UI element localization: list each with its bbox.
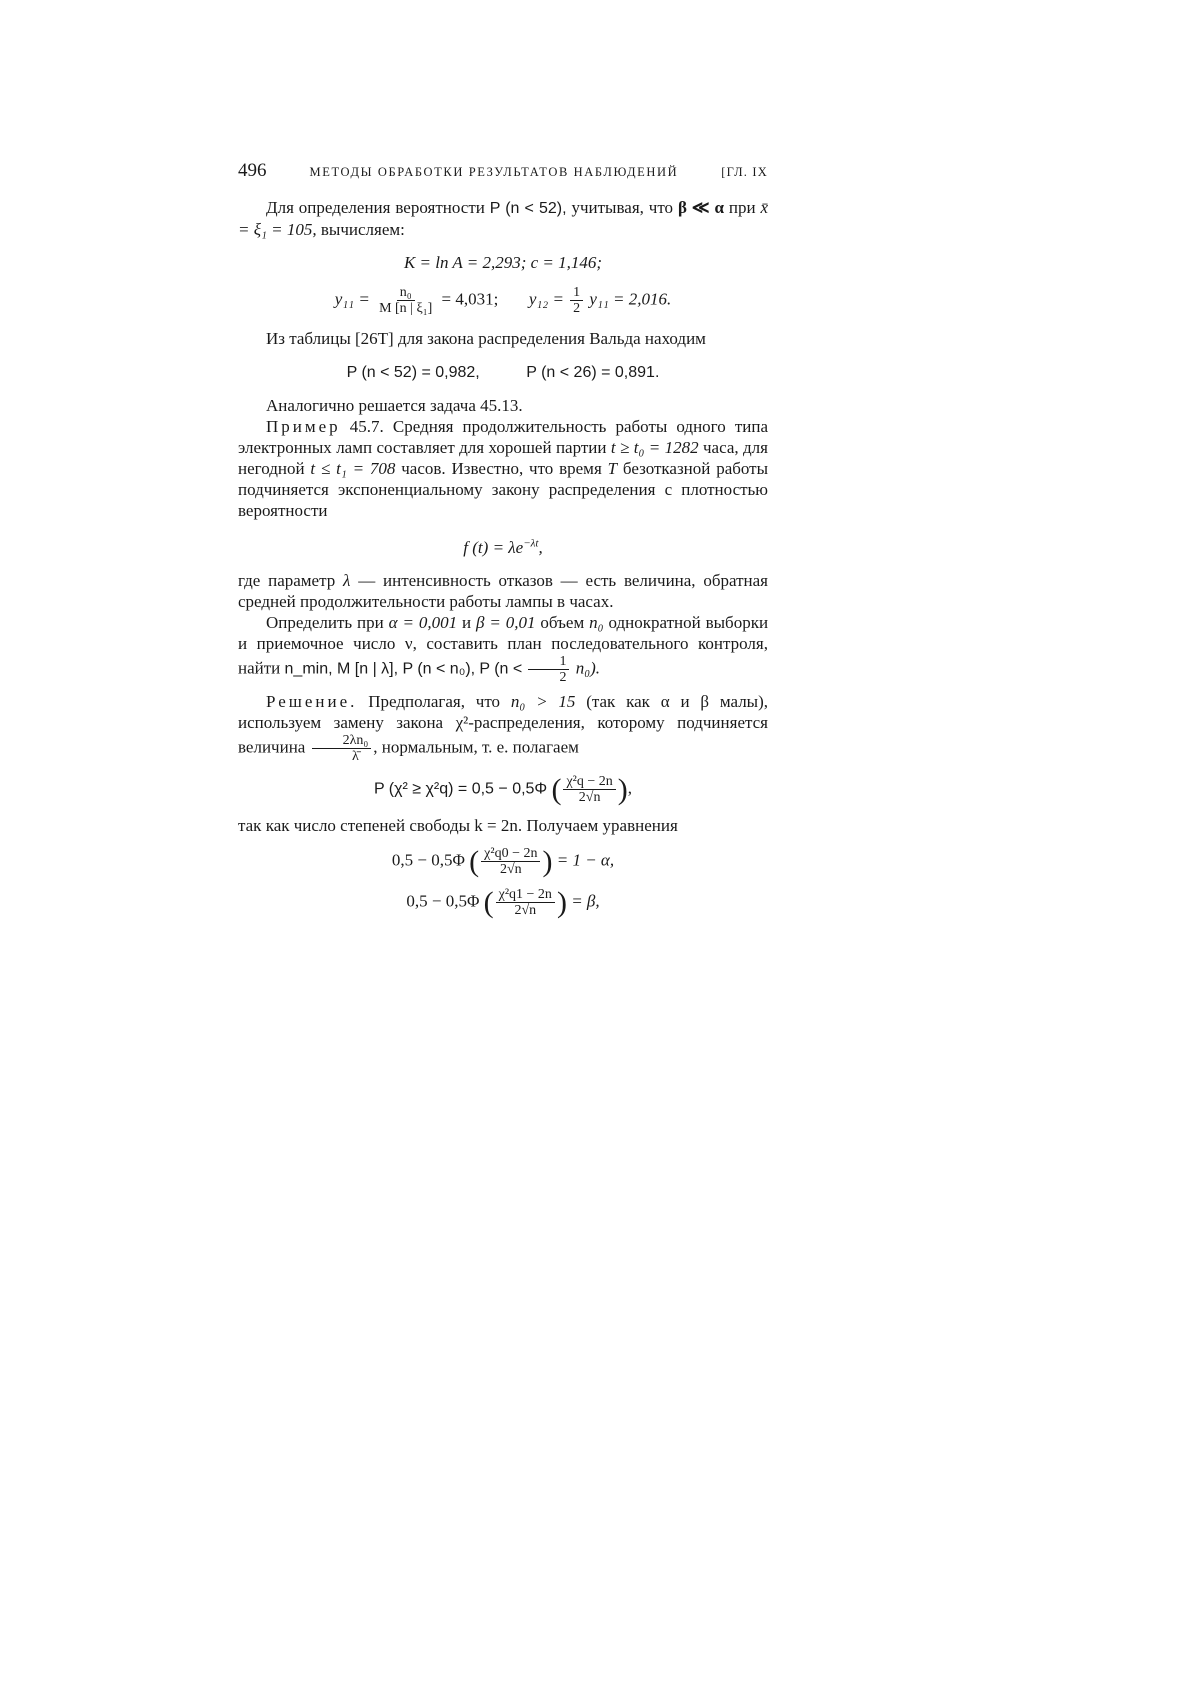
formula-inline: x̄ = ξ₁ = 105, <box>238 198 769 239</box>
fraction-numerator: 1 <box>528 654 569 670</box>
equation-text: P (χ² ≥ χ²q) = 0,5 − 0,5Φ <box>373 780 548 798</box>
formula-inline: λ <box>343 570 351 590</box>
text-span: однократной выборки и приемочное число ν, составить план последовательного контроля, найти <box>238 612 769 678</box>
text-span: где параметр <box>238 570 336 590</box>
paragraph-2: Из таблицы [26Т] для закона распределения Вальда находим <box>266 329 706 348</box>
text-span: , нормальным, т. е. полагаем <box>373 737 579 757</box>
fraction-numerator: χ²q1 − 2n <box>496 887 555 903</box>
fraction-denominator: λ̄ <box>352 748 359 764</box>
text-span: Средняя продолжительность работы одного типа электронных ламп составляет для хорошей партии <box>238 417 768 457</box>
text-span: часа, для негодной <box>238 438 768 478</box>
equation-text: , <box>538 537 543 557</box>
book-page <box>238 160 768 928</box>
fraction-denominator: 2√n <box>578 789 601 805</box>
equation-text: = β, <box>571 891 600 911</box>
fraction-numerator: 1 <box>570 285 583 301</box>
equation-text: 0,5 − 0,5Φ <box>406 891 480 911</box>
equation-text: K = ln A = 2,293; c = 1,146; <box>403 253 603 272</box>
formula-inline: n_min, M [n | λ], P (n < n₀), <box>284 660 476 678</box>
equation-probabilities <box>238 361 768 383</box>
fraction-denominator: 2 <box>573 301 581 316</box>
formula-inline: P (n < <box>479 660 523 678</box>
equation-exponent: −λt <box>523 537 539 549</box>
equation-density <box>238 533 768 558</box>
fraction-numerator: n₀ <box>397 285 415 301</box>
fraction <box>563 774 615 805</box>
text-span: учитывая, что <box>571 198 674 217</box>
formula-inline: β = 0,01 <box>476 612 536 632</box>
equation-k-c <box>238 252 768 273</box>
equation-text: = 4,031; <box>441 289 499 309</box>
equation-text: y₁₂ = <box>528 289 564 309</box>
formula-inline: α = 0,001 <box>388 612 458 632</box>
text-span: Определить при <box>266 612 384 632</box>
chapter-label: [ГЛ. IX <box>721 165 768 179</box>
paragraph-3: Аналогично решается задача 45.13. <box>266 396 523 415</box>
text-span: Предполагая, что <box>368 691 501 711</box>
fraction <box>481 846 540 877</box>
text-span: объем <box>540 612 585 632</box>
paragraph-5 <box>238 570 768 612</box>
fraction <box>376 285 435 316</box>
fraction-numerator: χ²q − 2n <box>563 774 615 790</box>
example-number: 45.7. <box>349 417 384 436</box>
equation-alpha: 0,5 − 0,5Φ ( $\frac{\text{χ²q0 − 2n}}{2√n}$ ) = 1 − α, <box>391 844 615 878</box>
formula-inline: T <box>607 459 618 478</box>
equation-beta: 0,5 − 0,5Φ ( $\frac{\text{χ²q1 − 2n}}{2√n}$ ) = β, <box>406 885 600 919</box>
equation-text: P (n < 26) = 0,891. <box>526 364 660 381</box>
equation-text: 0,5 − 0,5Φ <box>391 850 465 870</box>
text-span: часов. Известно, что время <box>401 459 602 478</box>
text-span: при <box>728 198 756 217</box>
paragraph-8: так как число степеней свободы k = 2n. Получаем уравнения <box>238 815 678 835</box>
text-span: безотказной работы подчиняется экспоненциальному закону распределения с плотностью вероятности <box>238 459 769 520</box>
fraction-denominator: 2 <box>559 669 567 685</box>
formula-inline: n₀ > 15 <box>510 691 576 711</box>
running-title: МЕТОДЫ ОБРАБОТКИ РЕЗУЛЬТАТОВ НАБЛЮДЕНИЙ <box>309 165 679 179</box>
text-span: (так как α и β малы), используем замену закона χ²-распределения, которому подчиняется величина <box>238 691 769 757</box>
solution-label: Решение. <box>266 691 358 711</box>
fraction-denominator: 2√n <box>514 902 537 918</box>
formula-inline: P (n < 52), <box>489 200 567 217</box>
paragraph-example <box>238 416 768 521</box>
equation-text: y₁₁ = <box>334 289 370 309</box>
equation-text: = 1 − α, <box>556 850 615 870</box>
text-span: вычисляем: <box>320 220 405 239</box>
page-number: 496 <box>238 160 267 181</box>
equation-y11-y12 <box>238 285 768 316</box>
fraction <box>570 285 583 316</box>
equation-text: P (n < 52) = 0,982, <box>346 364 480 381</box>
fraction-numerator: 2λn₀ <box>312 733 372 749</box>
fraction-numerator: χ²q0 − 2n <box>481 846 540 862</box>
equation-text: , <box>627 778 633 798</box>
formula-inline: n₀). <box>575 658 601 678</box>
paragraph-1 <box>238 197 768 240</box>
formula-inline: β ≪ α <box>677 198 724 217</box>
equation-text: f (t) = λe <box>463 537 524 557</box>
equation-text: y₁₁ = 2,016. <box>589 289 672 309</box>
text-span: Для определения вероятности <box>266 198 485 217</box>
fraction-denominator: 2√n <box>499 861 522 877</box>
fraction <box>528 654 569 685</box>
text-span: и <box>462 612 472 632</box>
fraction <box>496 887 555 918</box>
equation-chi-square: P (χ² ≥ χ²q) = 0,5 − 0,5Φ ( $\frac{\text{χ²q − 2n}}{2√n}$ ), <box>373 772 633 806</box>
example-label: Пример <box>266 417 341 436</box>
page-header <box>238 160 768 183</box>
formula-inline: t ≤ t₁ = 708 <box>310 459 396 478</box>
formula-inline: t ≥ t₀ = 1282 <box>610 438 699 457</box>
paragraph-6 <box>238 612 768 685</box>
fraction-denominator: M [n | ξ₁] <box>379 301 433 316</box>
paragraph-solution <box>238 691 768 764</box>
formula-inline: n₀ <box>589 612 604 632</box>
text-span: — интенсивность отказов — есть величина, обратная средней продолжительности работы лампы в часах. <box>238 570 768 611</box>
fraction <box>312 733 372 764</box>
